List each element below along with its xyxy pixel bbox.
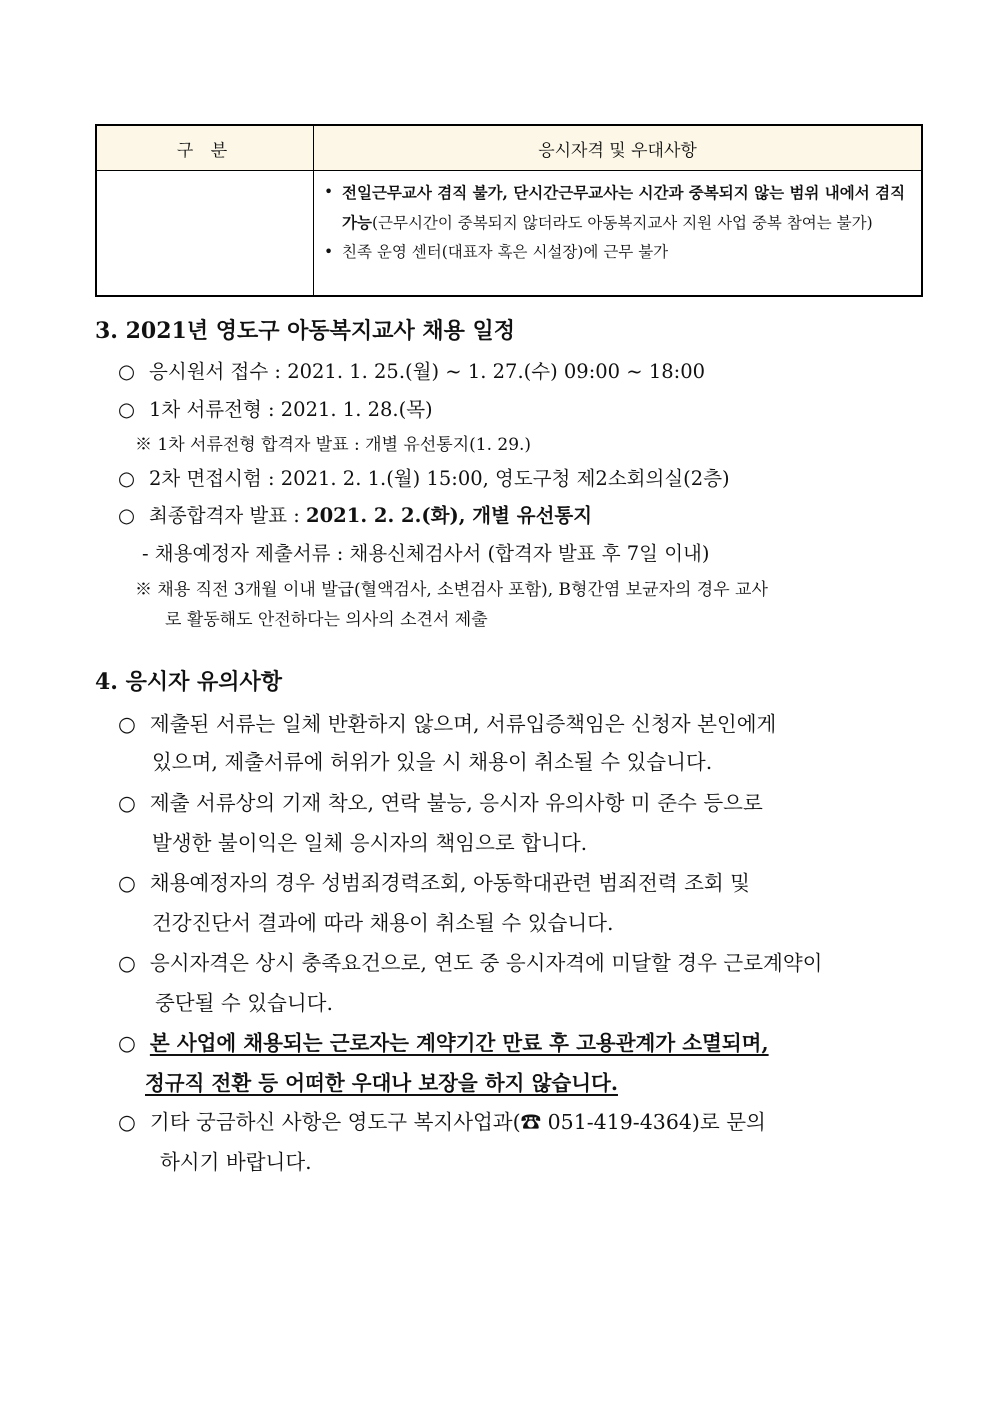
schedule-item-document <box>118 394 433 422</box>
section3-title: 3. 2021년 영도구 아동복지교사 채용 일정 <box>95 318 516 344</box>
bullet1-bold-text: 전일근무교사 겸직 불가, 단시간근무교사는 시간과 중복되지 않는 범위 내에서 겸직 가능 <box>342 183 906 232</box>
bullet-icon: • <box>324 243 334 261</box>
circle-icon: ○ <box>118 398 136 421</box>
qualification-table <box>95 124 923 297</box>
circle-icon: ○ <box>118 871 136 895</box>
schedule-text: 1차 서류전형 : 2021. 1. 28.(목) <box>149 398 433 421</box>
circle-icon: ○ <box>118 360 136 383</box>
header-qualification: 응시자격 및 우대사항 <box>538 140 697 161</box>
table-cell-content <box>314 171 921 295</box>
table-header-row <box>97 126 921 171</box>
bullet1-text: (근무시간이 중복되지 않더라도 아동복지교사 지원 사업 중복 참여는 불가) <box>371 214 873 232</box>
section4-title: 4. 응시자 유의사항 <box>95 669 283 695</box>
table-row <box>97 171 921 295</box>
notice-item-2-cont: 발생한 불이익은 일체 응시자의 책임으로 합니다. <box>152 831 588 855</box>
circle-icon: ○ <box>118 712 136 736</box>
bullet-icon: • <box>324 183 334 201</box>
notice-text: 제출 서류상의 기재 착오, 연락 불능, 응시자 유의사항 미 준수 등으로 <box>149 791 763 815</box>
schedule-text: 최종합격자 발표 : <box>149 504 307 527</box>
circle-icon: ○ <box>118 791 136 815</box>
notice-item-1-cont: 있으며, 제출서류에 허위가 있을 시 채용이 취소될 수 있습니다. <box>152 750 713 774</box>
notice-item-3 <box>118 866 750 896</box>
circle-icon: ○ <box>118 504 136 527</box>
bullet2-text: 친족 운영 센터(대표자 혹은 시설장)에 근무 불가 <box>342 243 669 261</box>
circle-icon: ○ <box>118 951 136 975</box>
notice-text: 제출된 서류는 일체 반환하지 않으며, 서류입증책임은 신청자 본인에게 <box>149 712 777 736</box>
schedule-item-final <box>118 500 592 528</box>
schedule-item-application <box>118 356 705 384</box>
submission-docs: - 채용예정자 제출서류 : 채용신체검사서 (합격자 발표 후 7일 이내) <box>142 542 710 565</box>
note-health-check-1: ※ 채용 직전 3개월 이내 발급(혈액검사, 소변검사 포함), B형간염 보균자의 경우 교사 <box>135 580 768 600</box>
notice-text: 기타 궁금하신 사항은 영도구 복지사업과(☎ 051-419-4364)로 문의 <box>149 1110 766 1134</box>
notice-text: 채용예정자의 경우 성범죄경력조회, 아동학대관련 범죄전력 조회 및 <box>149 871 750 895</box>
schedule-bold-text: 2021. 2. 2.(화), 개별 유선통지 <box>306 504 593 527</box>
notice-item-4-cont: 중단될 수 있습니다. <box>155 991 333 1015</box>
circle-icon: ○ <box>118 1031 136 1055</box>
notice-item-4 <box>118 946 822 976</box>
list-item <box>322 178 911 238</box>
notice-item-3-cont: 건강진단서 결과에 따라 채용이 취소될 수 있습니다. <box>152 911 614 935</box>
notice-item-2 <box>118 786 763 816</box>
circle-icon: ○ <box>118 467 136 490</box>
circle-icon: ○ <box>118 1110 136 1134</box>
header-category: 구 분 <box>97 126 314 170</box>
note-health-check-2: 로 활동해도 안전하다는 의사의 소견서 제출 <box>165 610 488 630</box>
notice-item-5-cont: 정규직 전환 등 어떠한 우대나 보장을 하지 않습니다. <box>145 1071 618 1095</box>
notice-item-6-cont: 하시기 바랍니다. <box>160 1150 312 1174</box>
schedule-text: 응시원서 접수 : 2021. 1. 25.(월) ~ 1. 27.(수) 09:00 ~ 18:00 <box>149 360 706 383</box>
notice-item-1 <box>118 707 776 737</box>
note-document-result: ※ 1차 서류전형 합격자 발표 : 개별 유선통지(1. 29.) <box>135 435 532 455</box>
notice-text: 응시자격은 상시 충족요건으로, 연도 중 응시자격에 미달할 경우 근로계약이 <box>149 951 823 975</box>
schedule-text: 2차 면접시험 : 2021. 2. 1.(월) 15:00, 영도구청 제2소회의실(2층) <box>149 467 730 490</box>
notice-bold-text: 본 사업에 채용되는 근로자는 계약기간 만료 후 고용관계가 소멸되며, <box>149 1031 769 1055</box>
table-cell-empty <box>97 171 314 295</box>
notice-item-6 <box>118 1105 766 1135</box>
notice-item-5 <box>118 1026 769 1056</box>
schedule-item-interview <box>118 463 730 491</box>
list-item <box>322 238 911 267</box>
